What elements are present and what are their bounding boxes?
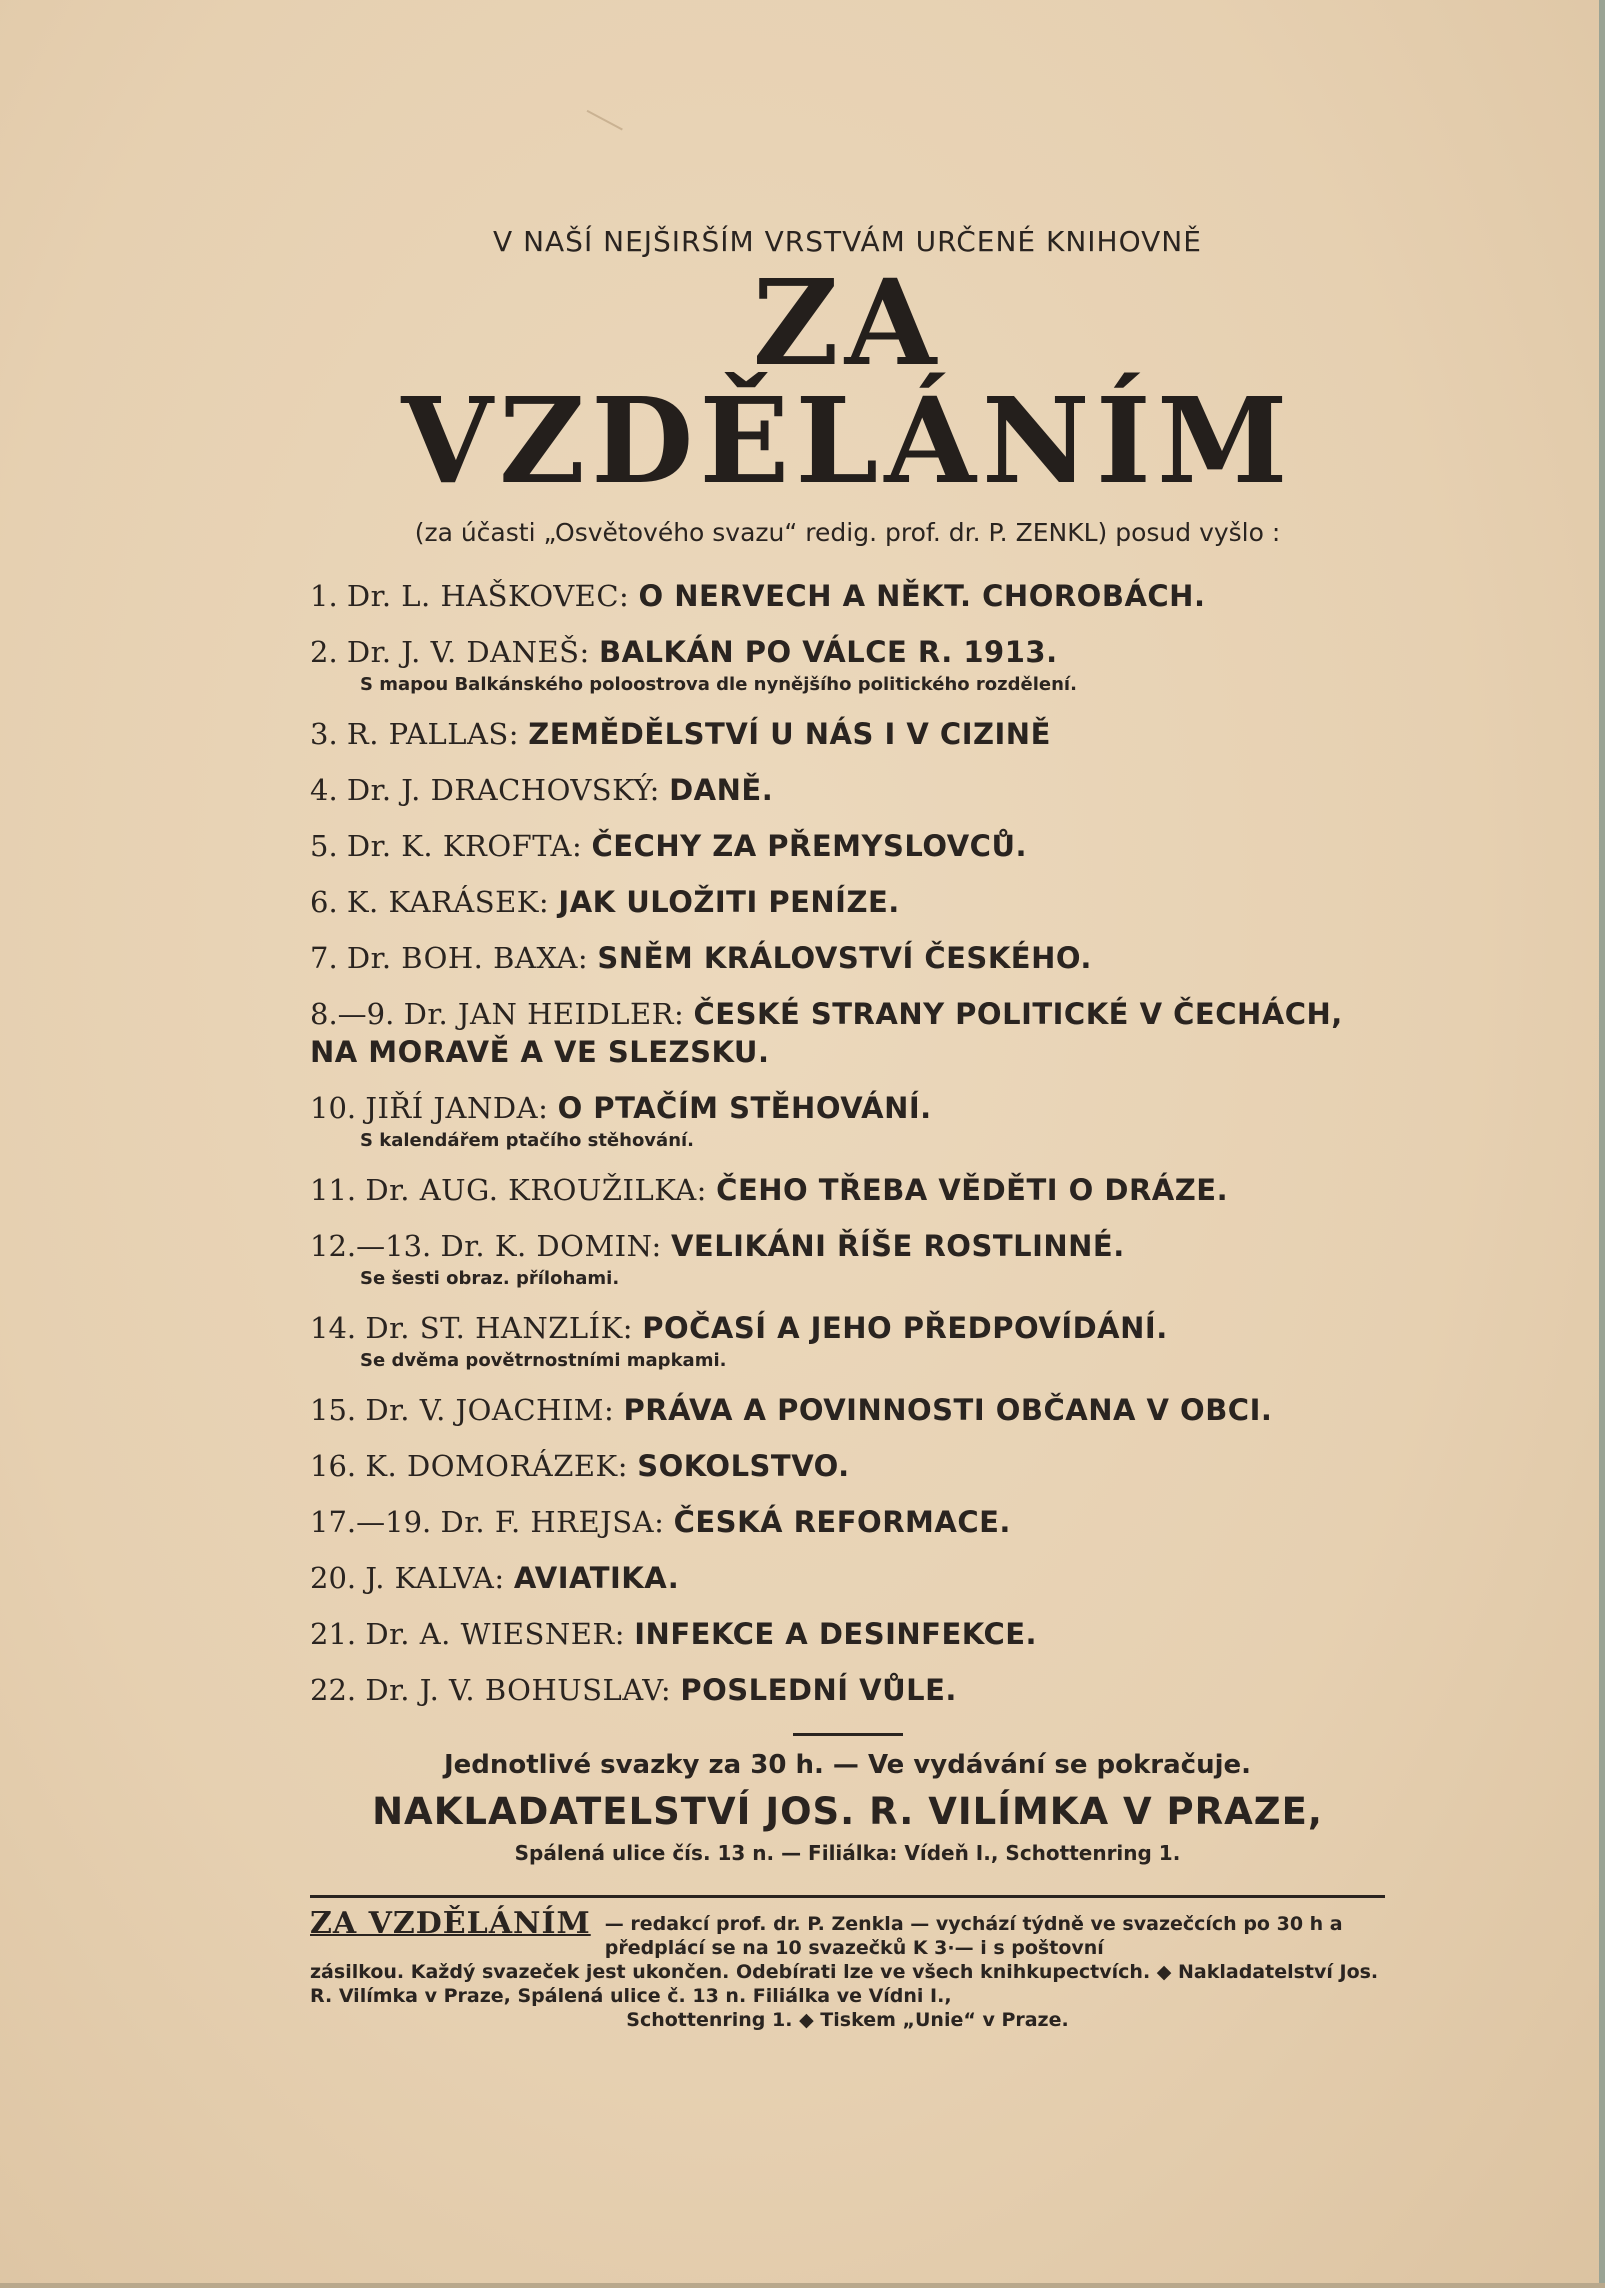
content-column	[310, 225, 1385, 2032]
volume-number: 20.	[310, 1561, 357, 1595]
volume-author: Dr. J. DRACHOVSKÝ:	[346, 773, 660, 807]
volume-number: 2.	[310, 635, 338, 669]
volume-number: 3.	[310, 717, 338, 751]
long-divider	[310, 1895, 1385, 1898]
paper-scuff-mark	[577, 110, 623, 148]
volume-item	[310, 939, 1385, 977]
volume-item	[310, 1503, 1385, 1541]
volume-title: PRÁVA A POVINNOSTI OBČANA V OBCI.	[623, 1393, 1273, 1427]
volume-author: K. DOMORÁZEK:	[365, 1449, 628, 1483]
volume-number: 8.—9.	[310, 997, 395, 1031]
volume-item	[310, 1391, 1385, 1429]
volume-item	[310, 1671, 1385, 1709]
volume-title: INFEKCE A DESINFEKCE.	[634, 1617, 1038, 1651]
volume-number: 12.—13.	[310, 1229, 432, 1263]
volume-title: POSLEDNÍ VŮLE.	[680, 1673, 957, 1707]
volume-author: Dr. A. WIESNER:	[365, 1617, 626, 1651]
volume-author: J. KALVA:	[365, 1561, 505, 1595]
header-kicker: V NAŠÍ NEJŠIRŠÍM VRSTVÁM URČENÉ KNIHOVNĚ	[493, 225, 1202, 258]
volume-number: 11.	[310, 1173, 357, 1207]
volume-note: S kalendářem ptačího stěhování.	[360, 1130, 695, 1151]
volume-number: 21.	[310, 1617, 357, 1651]
volume-author: Dr. JAN HEIDLER:	[403, 997, 685, 1031]
volume-list	[310, 577, 1385, 1709]
volume-number: 16.	[310, 1449, 357, 1483]
imprint-text-head: — redakcí prof. dr. P. Zenkla — vychází týdně ve svazečcích po 30 h a předplácí se na 10 svazečků K 3·— i s poštovní	[604, 1913, 1343, 1959]
volume-author: JIŘÍ JANDA:	[365, 1091, 549, 1125]
volume-author: Dr. L. HAŠKOVEC:	[346, 579, 630, 613]
publisher-name: NAKLADATELSTVÍ JOS. R. VILÍMKA V PRAZE,	[372, 1790, 1323, 1833]
short-divider	[793, 1733, 903, 1736]
volume-author: K. KARÁSEK:	[346, 885, 550, 919]
volume-title: ČESKÉ STRANY POLITICKÉ V ČECHÁCH, NA MORAVĚ A VE SLEZSKU.	[310, 997, 1343, 1069]
imprint-head	[310, 1906, 1385, 1960]
volume-item	[310, 827, 1385, 865]
volume-number: 17.—19.	[310, 1505, 432, 1539]
volume-number: 22.	[310, 1673, 357, 1707]
volume-item	[310, 715, 1385, 753]
volume-number: 4.	[310, 773, 338, 807]
volume-author: Dr. BOH. BAXA:	[346, 941, 589, 975]
volume-title: POČASÍ A JEHO PŘEDPOVÍDÁNÍ.	[642, 1311, 1168, 1345]
volume-item	[310, 1171, 1385, 1209]
volume-title: AVIATIKA.	[513, 1561, 680, 1595]
imprint-title: ZA VZDĚLÁNÍM	[310, 1906, 591, 1941]
volume-note: S mapou Balkánského poloostrova dle nynějšího politického rozdělení.	[360, 674, 1077, 695]
volume-title: SOKOLSTVO.	[637, 1449, 850, 1483]
volume-number: 15.	[310, 1393, 357, 1427]
volume-title: O NERVECH A NĚKT. CHOROBÁCH.	[638, 579, 1206, 613]
volume-title: ZEMĚDĚLSTVÍ U NÁS I V CIZINĚ	[528, 717, 1051, 751]
volume-item	[310, 1615, 1385, 1653]
volume-title: ČECHY ZA PŘEMYSLOVCŮ.	[591, 829, 1028, 863]
volume-item	[310, 1559, 1385, 1597]
volume-item	[310, 771, 1385, 809]
volume-author: Dr. ST. HANZLÍK:	[365, 1311, 633, 1345]
volume-author: Dr. V. JOACHIM:	[365, 1393, 615, 1427]
volume-note: Se dvěma povětrnostními mapkami.	[360, 1350, 727, 1371]
volume-title: DANĚ.	[669, 773, 774, 807]
volume-number: 7.	[310, 941, 338, 975]
imprint-box	[310, 1906, 1385, 2032]
volume-item	[310, 995, 1385, 1071]
volume-number: 6.	[310, 885, 338, 919]
volume-author: Dr. K. KROFTA:	[346, 829, 583, 863]
volume-title: SNĚM KRÁLOVSTVÍ ČESKÉHO.	[597, 941, 1092, 975]
volume-title: VELIKÁNI ŘÍŠE ROSTLINNÉ.	[670, 1229, 1125, 1263]
volume-item	[310, 1227, 1385, 1291]
page-edge-bottom	[0, 2283, 1605, 2288]
volume-title: JAK ULOŽITI PENÍZE.	[558, 885, 900, 919]
volume-number: 14.	[310, 1311, 357, 1345]
volume-item	[310, 1089, 1385, 1153]
volume-number: 10.	[310, 1091, 357, 1125]
volume-author: R. PALLAS:	[346, 717, 520, 751]
volume-item	[310, 577, 1385, 615]
volume-author: Dr. J. V. DANEŠ:	[346, 635, 590, 669]
volume-item	[310, 883, 1385, 921]
volume-number: 5.	[310, 829, 338, 863]
volume-author: Dr. K. DOMIN:	[440, 1229, 662, 1263]
volume-title: ČESKÁ REFORMACE.	[673, 1505, 1011, 1539]
page-title: ZA VZDĚLÁNÍM	[401, 253, 1294, 510]
volume-item	[310, 633, 1385, 697]
volume-author: Dr. AUG. KROUŽILKA:	[365, 1173, 707, 1207]
volume-author: Dr. J. V. BOHUSLAV:	[365, 1673, 672, 1707]
volume-note: Se šesti obraz. přílohami.	[360, 1268, 620, 1289]
publisher-address: Spálená ulice čís. 13 n. — Filiálka: Vídeň I., Schottenring 1.	[514, 1841, 1181, 1865]
volume-item	[310, 1309, 1385, 1373]
imprint-text-rest: zásilkou. Každý svazeček jest ukončen. Odebírati lze ve všech knihkupectvích. ◆ Nakladatelství Jos. R. Vilímka v Praze, Spálená ulice č. 13 n. Filiálka ve Vídni I.,	[310, 1961, 1379, 2007]
volume-item	[310, 1447, 1385, 1485]
price-note: Jednotlivé svazky za 30 h. — Ve vydávání se pokračuje.	[443, 1750, 1252, 1780]
volume-title: O PTAČÍM STĚHOVÁNÍ.	[557, 1091, 932, 1125]
volume-author: Dr. F. HREJSA:	[440, 1505, 665, 1539]
page-edge-right	[1599, 0, 1605, 2288]
volume-title: BALKÁN PO VÁLCE R. 1913.	[598, 635, 1058, 669]
imprint-text-last: Schottenring 1. ◆ Tiskem „Unie“ v Praze.	[626, 2009, 1069, 2031]
header-subtitle: (za účasti „Osvětového svazu“ redig. prof. dr. P. ZENKL) posud vyšlo :	[414, 518, 1281, 547]
volume-title: ČEHO TŘEBA VĚDĚTI O DRÁZE.	[716, 1173, 1229, 1207]
volume-number: 1.	[310, 579, 338, 613]
